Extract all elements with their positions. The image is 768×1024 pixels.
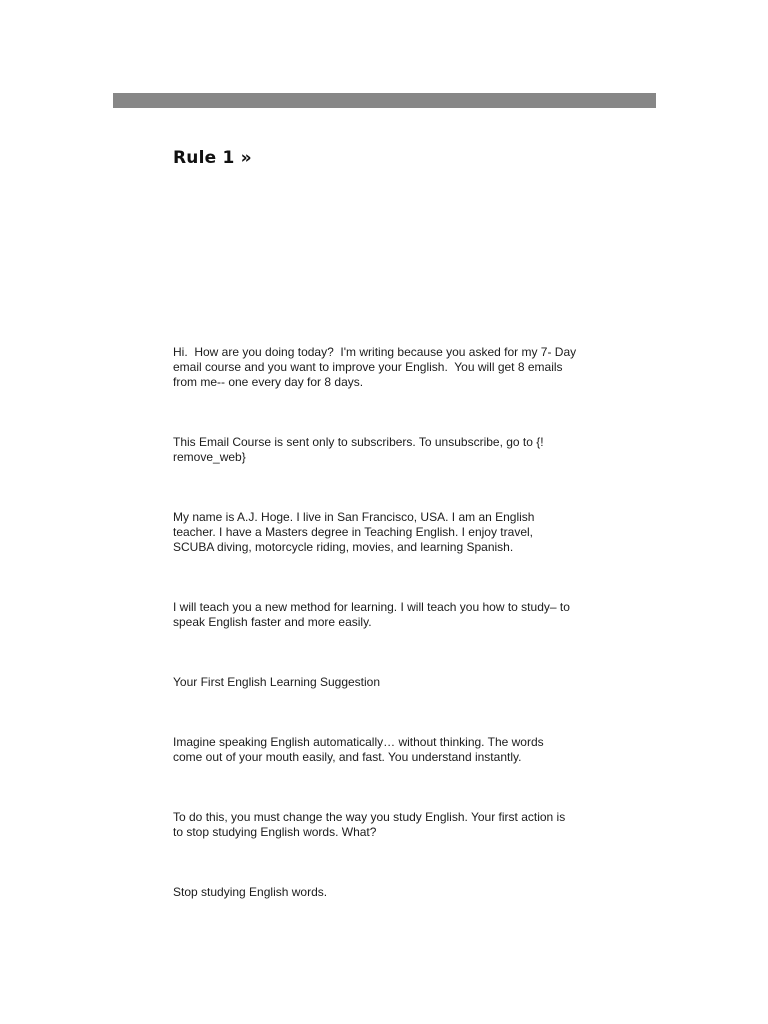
text-line: I will teach you a new method for learning. I will teach you how to study– to bbox=[173, 600, 570, 614]
text-line: My name is A.J. Hoge. I live in San Francisco, USA. I am an English bbox=[173, 510, 535, 524]
text-line: remove_web} bbox=[173, 450, 246, 464]
text-line: email course and you want to improve your English. You will get 8 emails bbox=[173, 360, 563, 374]
text-line: To do this, you must change the way you study English. Your first action is bbox=[173, 810, 566, 824]
text-line: Imagine speaking English automatically… without thinking. The words bbox=[173, 735, 544, 749]
paragraph-greeting bbox=[173, 345, 613, 390]
page-title: Rule 1 » bbox=[173, 148, 252, 168]
paragraph-method bbox=[173, 600, 613, 630]
paragraph-section-title bbox=[173, 675, 613, 690]
paragraph-first-action bbox=[173, 810, 613, 840]
text-line: Stop studying English words. bbox=[173, 885, 328, 899]
paragraph-unsubscribe bbox=[173, 435, 613, 465]
text-line: This Email Course is sent only to subscribers. To unsubscribe, go to {! bbox=[173, 435, 544, 449]
paragraph-stop-studying bbox=[173, 885, 613, 900]
text-line: speak English faster and more easily. bbox=[173, 615, 372, 629]
paragraph-introduction bbox=[173, 510, 613, 555]
text-line: SCUBA diving, motorcycle riding, movies, and learning Spanish. bbox=[173, 540, 514, 554]
text-line: from me-- one every day for 8 days. bbox=[173, 375, 364, 389]
paragraph-imagine bbox=[173, 735, 613, 765]
text-line: to stop studying English words. What? bbox=[173, 825, 377, 839]
text-line: Your First English Learning Suggestion bbox=[173, 675, 381, 689]
text-line: come out of your mouth easily, and fast. You understand instantly. bbox=[173, 750, 522, 764]
text-line: teacher. I have a Masters degree in Teaching English. I enjoy travel, bbox=[173, 525, 533, 539]
text-line: Hi. How are you doing today? I'm writing because you asked for my 7- Day bbox=[173, 345, 577, 359]
header-divider-bar bbox=[113, 93, 656, 108]
